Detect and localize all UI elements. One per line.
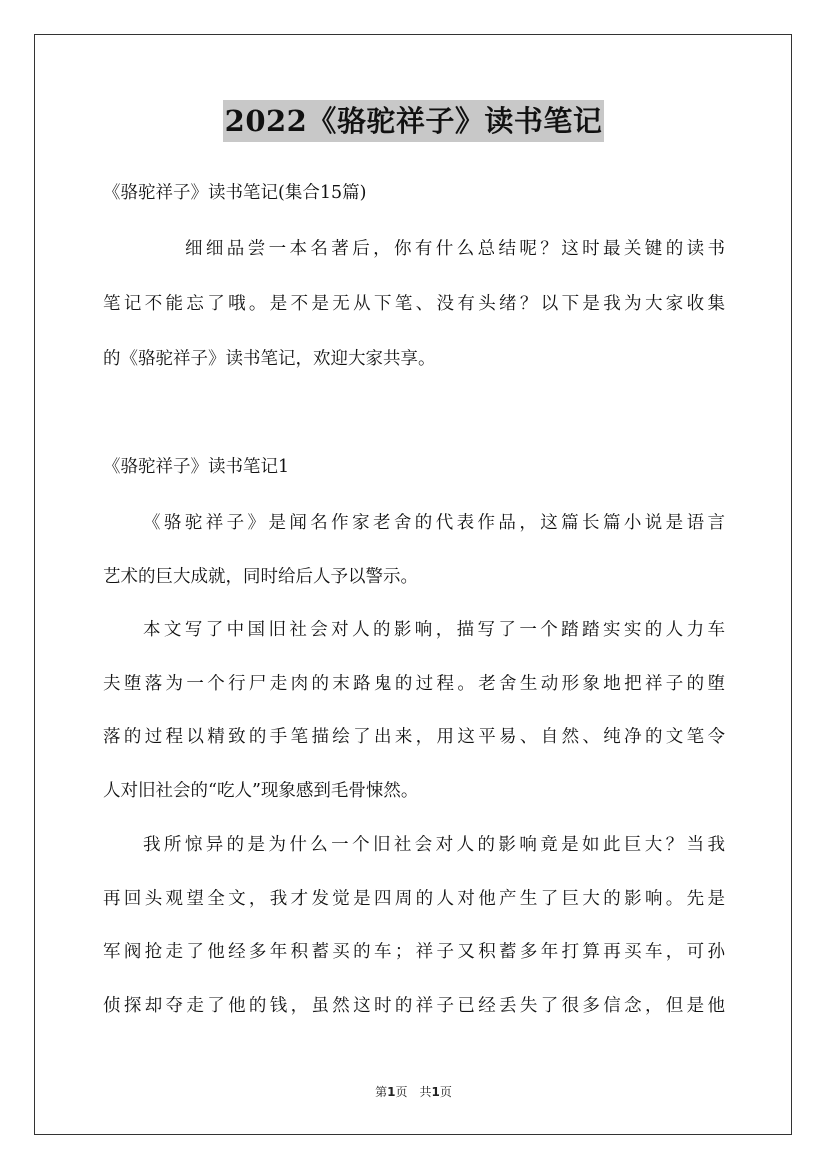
paragraph2-line-3: 落的过程以精致的手笔描绘了出来，用这平易、自然、纯净的文笔令 bbox=[103, 727, 725, 747]
paragraph3-line-4: 侦探却夺走了他的钱，虽然这时的祥子已经丢失了很多信念，但是他 bbox=[103, 996, 725, 1016]
footer-page-mid: 页 共 bbox=[395, 1085, 432, 1099]
paragraph1-line-2: 艺术的巨大成就，同时给后人予以警示。 bbox=[103, 567, 418, 587]
paragraph1-line-1: 《骆驼祥子》是闻名作家老舍的代表作品，这篇长篇小说是语言 bbox=[143, 513, 725, 533]
footer-page-suffix: 页 bbox=[439, 1085, 452, 1099]
intro-line-2: 笔记不能忘了哦。是不是无从下笔、没有头绪？以下是我为大家收集 bbox=[103, 294, 725, 314]
paragraph2-line-4: 人对旧社会的“吃人”现象感到毛骨悚然。 bbox=[103, 781, 419, 801]
document-subtitle: 《骆驼祥子》读书笔记(集合15篇) bbox=[103, 183, 367, 203]
intro-line-1: 细细品尝一本名著后，你有什么总结呢？这时最关键的读书 bbox=[185, 239, 725, 259]
footer-page-current: 1 bbox=[387, 1085, 396, 1099]
document-title: 2022《骆驼祥子》读书笔记 bbox=[223, 100, 605, 142]
intro-line-3: 的《骆驼祥子》读书笔记，欢迎大家共享。 bbox=[103, 349, 436, 369]
paragraph3-line-1: 我所惊异的是为什么一个旧社会对人的影响竟是如此巨大？当我 bbox=[143, 835, 725, 855]
paragraph3-line-2: 再回头观望全文，我才发觉是四周的人对他产生了巨大的影响。先是 bbox=[103, 889, 725, 909]
section-heading: 《骆驼祥子》读书笔记1 bbox=[103, 457, 290, 477]
title-container bbox=[0, 100, 827, 142]
footer-page-prefix: 第 bbox=[375, 1085, 388, 1099]
page-footer bbox=[0, 1083, 827, 1100]
footer-page-total: 1 bbox=[431, 1085, 440, 1099]
paragraph2-line-1: 本文写了中国旧社会对人的影响，描写了一个踏踏实实的人力车 bbox=[143, 620, 725, 640]
paragraph3-line-3: 军阀抢走了他经多年积蓄买的车；祥子又积蓄多年打算再买车，可孙 bbox=[103, 942, 725, 962]
paragraph2-line-2: 夫堕落为一个行尸走肉的末路鬼的过程。老舍生动形象地把祥子的堕 bbox=[103, 674, 725, 694]
